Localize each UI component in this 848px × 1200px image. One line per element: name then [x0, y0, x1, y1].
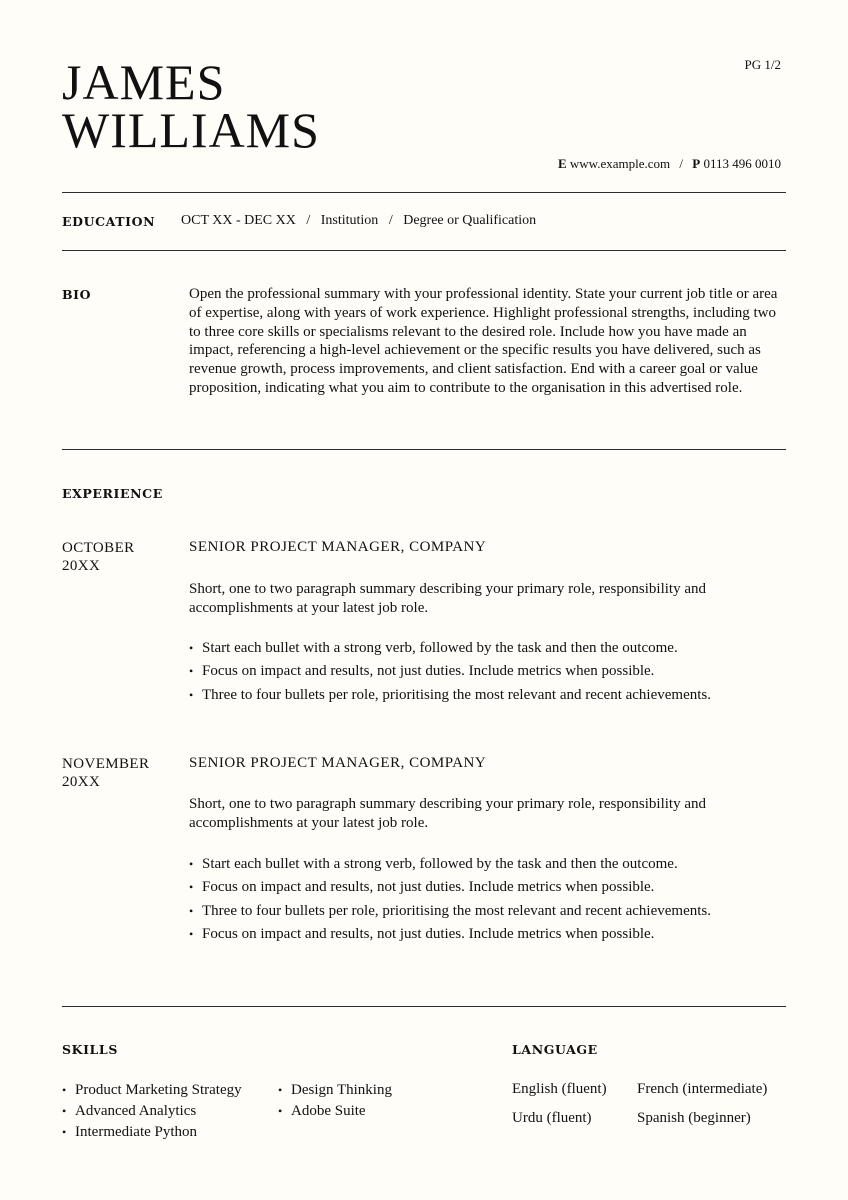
role-bullet: • Start each bullet with a strong verb, followed by the task and then the outcome.: [189, 855, 779, 874]
role-bullet: • Focus on impact and results, not just duties. Include metrics when possible.: [189, 662, 779, 681]
skill-item: • Adobe Suite: [278, 1101, 392, 1122]
role-bullet: • Focus on impact and results, not just duties. Include metrics when possible.: [189, 878, 779, 897]
role-bullet: • Focus on impact and results, not just duties. Include metrics when possible.: [189, 925, 779, 944]
email-value[interactable]: www.example.com: [569, 156, 671, 171]
role-bullet: • Start each bullet with a strong verb, followed by the task and then the outcome.: [189, 639, 779, 658]
skills-heading: SKILLS: [62, 1042, 118, 1057]
page-indicator: PG 1/2: [744, 57, 781, 72]
education-degree: Degree or Qualification: [403, 213, 537, 228]
experience-heading: EXPERIENCE: [62, 486, 163, 501]
language-item: French (intermediate): [637, 1081, 768, 1097]
role-date: [62, 539, 135, 575]
email-label: E: [557, 156, 567, 171]
language-item: English (fluent): [512, 1081, 607, 1097]
divider: [62, 449, 786, 450]
divider: [62, 192, 786, 193]
role-date-month: OCTOBER: [62, 540, 135, 556]
role-date-year: 20XX: [62, 774, 101, 790]
skill-item: • Design Thinking: [278, 1080, 392, 1101]
divider: [62, 1006, 786, 1007]
candidate-name: [62, 54, 320, 158]
role-title: SENIOR PROJECT MANAGER, COMPANY: [189, 755, 487, 771]
education-separator: /: [306, 213, 311, 228]
skills-list-column-2: [278, 1080, 392, 1122]
contact-separator: /: [679, 156, 684, 171]
skill-item: • Product Marketing Strategy: [62, 1080, 242, 1101]
first-name: JAMES: [62, 54, 226, 110]
skill-item: • Intermediate Python: [62, 1122, 242, 1143]
education-institution: Institution: [320, 213, 379, 228]
role-bullet: • Three to four bullets per role, prioritising the most relevant and recent achievements.: [189, 686, 779, 705]
bio-text: Open the professional summary with your professional identity. State your current job title or area of expertise, along with years of work experience. Highlight professional strengths, including two to three core skills or specialisms relevant to the desired role. Include how you have made an impact, referencing a high-level achievement or the specific results you have delivered, such as revenue growth, process improvements, and client satisfaction. End with a career goal or value proposition, indicating what you aim to contribute to the organisation in this advertised role.: [189, 286, 778, 396]
education-dates: OCT XX - DEC XX: [181, 213, 296, 228]
last-name: WILLIAMS: [62, 102, 320, 158]
phone-value[interactable]: 0113 496 0010: [703, 156, 781, 171]
contact-line: [558, 156, 781, 172]
role-bullets: [189, 639, 779, 709]
education-heading: EDUCATION: [62, 214, 156, 229]
education-separator: /: [388, 213, 393, 228]
role-summary: Short, one to two paragraph summary describing your primary role, responsibility and accomplishments at your latest job role.: [189, 796, 706, 831]
role-bullet: • Three to four bullets per role, prioritising the most relevant and recent achievements.: [189, 902, 779, 921]
education-entry: [181, 213, 536, 229]
role-date-month: NOVEMBER: [62, 756, 150, 772]
bio-heading: BIO: [62, 287, 92, 302]
skills-list-column-1: [62, 1080, 242, 1143]
language-item: Urdu (fluent): [512, 1110, 592, 1126]
role-title: SENIOR PROJECT MANAGER, COMPANY: [189, 539, 487, 555]
phone-label: P: [692, 156, 701, 171]
divider: [62, 250, 786, 251]
role-date: [62, 755, 149, 791]
skill-item: • Advanced Analytics: [62, 1101, 242, 1122]
role-summary: Short, one to two paragraph summary describing your primary role, responsibility and accomplishments at your latest job role.: [189, 581, 706, 616]
role-bullets: [189, 855, 779, 948]
language-heading: LANGUAGE: [512, 1042, 598, 1057]
role-date-year: 20XX: [62, 558, 101, 574]
language-item: Spanish (beginner): [637, 1110, 751, 1126]
